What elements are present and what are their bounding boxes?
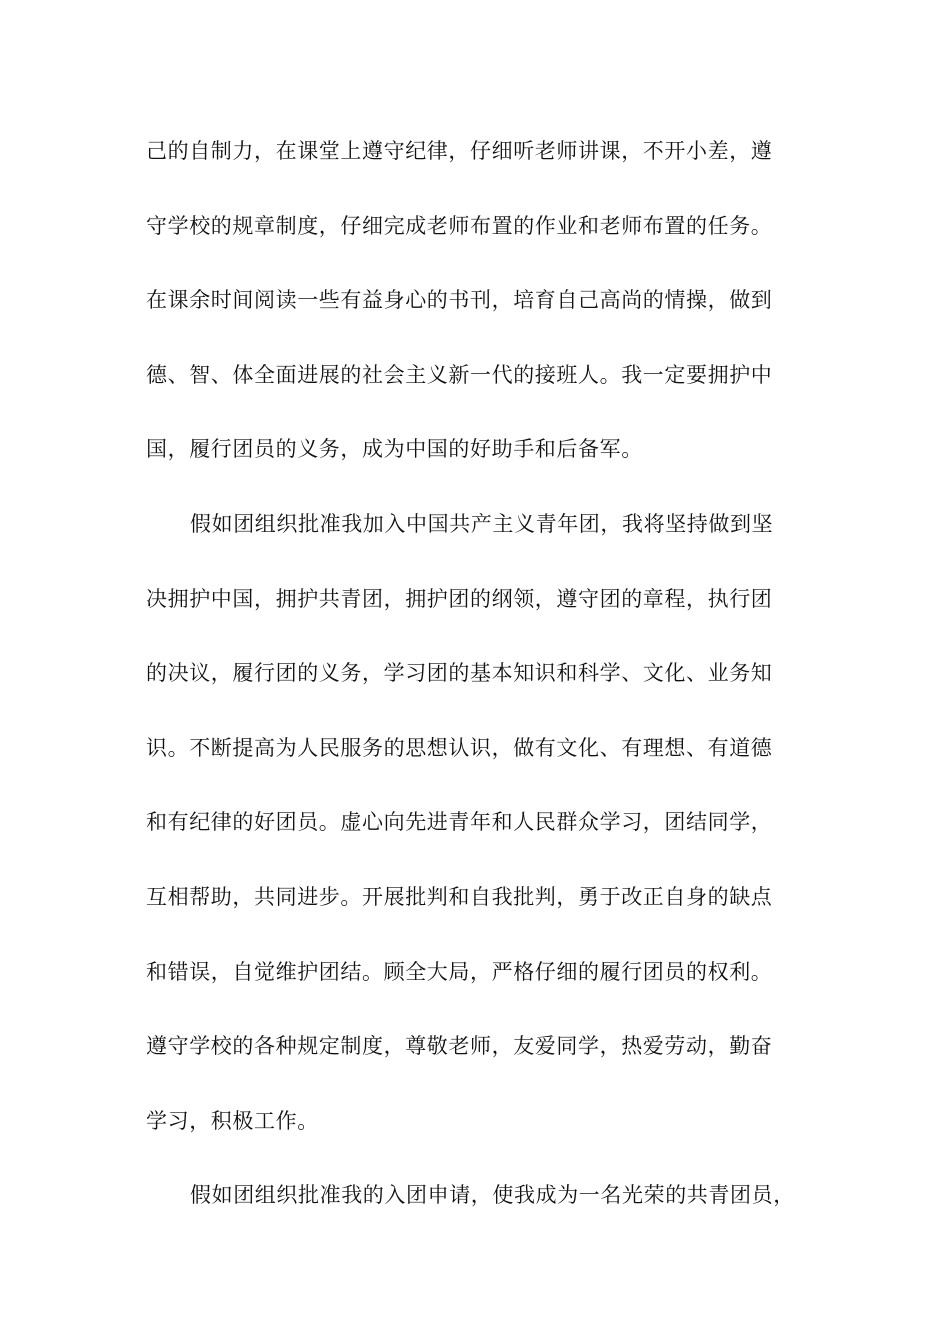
paragraph-first-line: 假如团组织批准我加入中国共产主义青年团，我将坚持做到坚: [190, 511, 774, 536]
text-line: 己的自制力，在课堂上遵守纪律，仔细听老师讲课，不开小差，遵: [146, 139, 773, 163]
text-line: 国，履行团员的义务，成为中国的好助手和后备军。: [146, 437, 643, 462]
text-line: 遵守学校的各种规定制度，尊敬老师，友爱同学，热爱劳动，勤奋: [146, 1034, 773, 1059]
text-line: 识。不断提高为人民服务的思想认识，做有文化、有理想、有道德: [146, 735, 773, 760]
text-line: 决拥护中国，拥护共青团，拥护团的纲领，遵守团的章程，执行团: [146, 586, 773, 611]
text-line: 和错误，自觉维护团结。顾全大局，严格仔细的履行团员的权利。: [146, 959, 773, 984]
text-line: 的决议，履行团的义务，学习团的基本知识和科学、文化、业务知: [146, 661, 773, 686]
document-body: [146, 128, 806, 1247]
text-line: 德、智、体全面进展的社会主义新一代的接班人。我一定要拥护中: [146, 362, 773, 387]
text-line: 守学校的规章制度，仔细完成老师布置的作业和老师布置的任务。: [146, 213, 773, 238]
text-line: 在课余时间阅读一些有益身心的书刊，培育自己高尚的情操，做到: [146, 288, 773, 313]
text-line: 和有纪律的好团员。虚心向先进青年和人民群众学习，团结同学，: [146, 810, 773, 835]
text-line: 互相帮助，共同进步。开展批判和自我批判，勇于改正自身的缺点: [146, 884, 773, 909]
paragraph-first-line: 假如团组织批准我的入团申请，使我成为一名光荣的共青团员，: [190, 1183, 795, 1208]
text-line: 学习，积极工作。: [146, 1108, 319, 1133]
